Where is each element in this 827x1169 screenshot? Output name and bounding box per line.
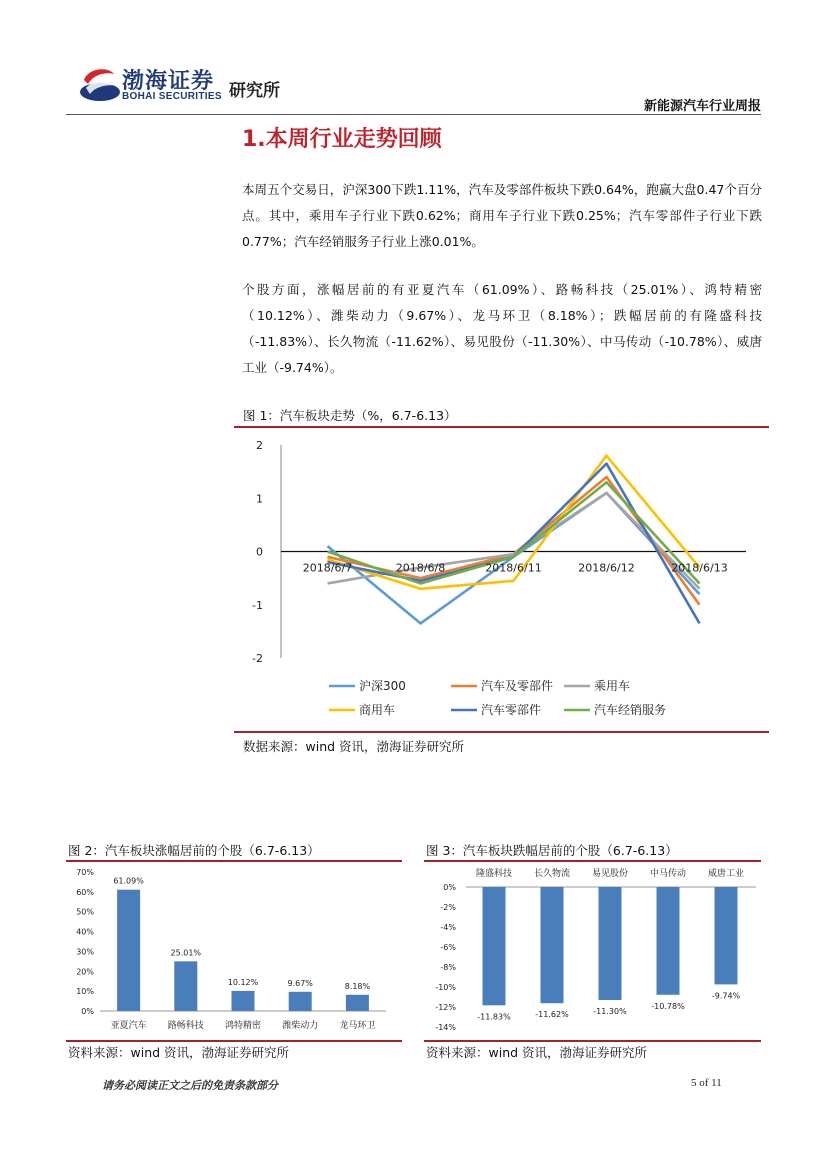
line-chart [234,430,769,730]
x-tick-label: 2018/6/8 [395,561,446,575]
figure1-source: 数据来源：wind 资讯，渤海证券研究所 [243,739,465,754]
y-tick-label: 50% [76,907,94,917]
y-tick-label: 70% [76,868,94,877]
figure3-source: 资料来源：wind 资讯，渤海证券研究所 [426,1045,648,1060]
x-tick-label: 2018/6/11 [485,561,542,575]
x-tick-label: 鸿特精密 [224,1021,262,1031]
x-tick-label: 龙马环卫 [339,1021,376,1031]
y-tick-label: -10% [435,983,456,992]
legend-label: 沪深300 [359,679,406,693]
x-tick-label: 潍柴动力 [282,1021,319,1031]
y-tick-label: -6% [440,943,456,952]
y-tick-label: 30% [76,947,94,957]
bar-路畅科技 [174,961,197,1011]
data-label: -11.83% [477,1012,511,1022]
figure1-caption: 图 1：汽车板块走势（%，6.7-6.13） [243,408,457,423]
paragraph-market: 本周五个交易日，沪深300下跌1.11%，汽车及零部件板块下跌0.64%，跑赢大盘0.47个百分点。其中，乘用车子行业下跌0.62%；商用车子行业下跌0.25%；汽车零部件子行业下跌0.77%；汽车经销服务子行业上涨0.01%。 [242,182,762,249]
legend-label: 汽车零部件 [481,703,542,717]
series-line-汽车及零部件 [328,477,700,605]
figure2-source: 资料来源：wind 资讯，渤海证券研究所 [68,1045,290,1060]
losers-bar-chart [424,862,761,1040]
disclaimer-note: 请务必阅读正文之后的免责条款部分 [102,1079,278,1092]
y-tick-label: -4% [440,923,456,932]
data-label: -11.30% [593,1007,627,1016]
x-tick-label: 中马传动 [649,869,687,879]
logo-text-en: BOHAI SECURITIES [122,91,222,102]
y-tick-label: 2 [256,439,263,452]
figure2-caption: 图 2：汽车板块涨幅居前的个股（6.7-6.13） [68,843,320,858]
y-tick-label: -2% [440,903,456,912]
data-label: 9.67% [287,978,313,988]
bar-龙马环卫 [346,995,369,1011]
legend-label: 汽车经销服务 [594,703,667,717]
figure1-bottom-rule [234,731,769,733]
bar-长久物流 [541,887,564,1003]
y-tick-label: 40% [76,927,94,937]
section-title: 1.本周行业走势回顾 [242,127,442,152]
x-tick-label: 2018/6/12 [578,561,635,575]
legend-label: 汽车及零部件 [481,679,554,693]
x-tick-label: 隆盛科技 [475,869,513,879]
bar-易见股份 [599,887,622,1000]
figure1-top-rule [234,426,769,428]
legend-label: 乘用车 [594,679,631,693]
figure2-bottom-rule [66,1040,402,1042]
x-tick-label: 亚夏汽车 [110,1021,147,1031]
data-label: 10.12% [227,977,259,987]
y-tick-label: -2 [252,652,263,665]
x-tick-label: 威唐工业 [707,869,745,879]
y-tick-label: -8% [440,963,456,972]
header-rule [66,114,761,115]
y-tick-label: 0% [443,883,456,892]
y-tick-label: 60% [76,887,94,897]
data-label: 25.01% [170,948,202,958]
data-label: -11.62% [535,1010,569,1020]
paragraph-stocks: 个股方面，涨幅居前的有亚夏汽车（61.09%）、路畅科技（25.01%）、鸿特精密（10.12%）、潍柴动力（9.67%）、龙马环卫（8.18%）；跌幅居前的有隆盛科技（-11.83%）、长久物流（-11.62%）、易见股份（-11.30%）、中马传动（-10.78%）、威唐工业（-9.74%）。 [242,282,762,375]
bar-潍柴动力 [289,992,312,1011]
y-tick-label: 20% [76,967,94,977]
page-number: 5 of 11 [691,1077,722,1089]
bar-威唐工业 [715,887,738,984]
data-label: -9.74% [711,991,741,1001]
legend-label: 商用车 [359,703,396,717]
y-tick-label: 1 [256,492,263,506]
data-label: 61.09% [113,876,144,886]
y-tick-label: 0% [81,1007,94,1016]
logo-text-cn: 渤海证券 [122,68,215,94]
x-tick-label: 路畅科技 [167,1021,204,1031]
bar-亚夏汽车 [117,890,140,1011]
bar-鸿特精密 [232,991,255,1011]
bohai-logo-icon [78,62,122,106]
x-tick-label: 2018/6/13 [671,561,728,575]
figure3-caption: 图 3：汽车板块跌幅居前的个股（6.7-6.13） [426,843,678,858]
logo [78,62,122,106]
report-title: 新能源汽车行业周报 [643,99,761,114]
y-tick-label: -1 [252,598,263,612]
x-tick-label: 易见股份 [591,869,629,879]
bar-中马传动 [657,887,680,995]
data-label: -10.78% [651,1001,685,1011]
logo-subtitle: 研究所 [229,81,280,101]
data-label: 8.18% [344,981,371,991]
bar-隆盛科技 [483,887,506,1005]
y-tick-label: -12% [435,1003,456,1012]
series-line-汽车零部件 [328,464,700,624]
x-tick-label: 长久物流 [533,869,571,879]
y-tick-label: 0 [256,545,263,559]
x-tick-label: 2018/6/7 [302,561,353,575]
gainers-bar-chart [66,862,402,1040]
y-tick-label: -14% [435,1023,456,1032]
y-tick-label: 10% [76,987,94,997]
figure3-bottom-rule [424,1040,761,1042]
